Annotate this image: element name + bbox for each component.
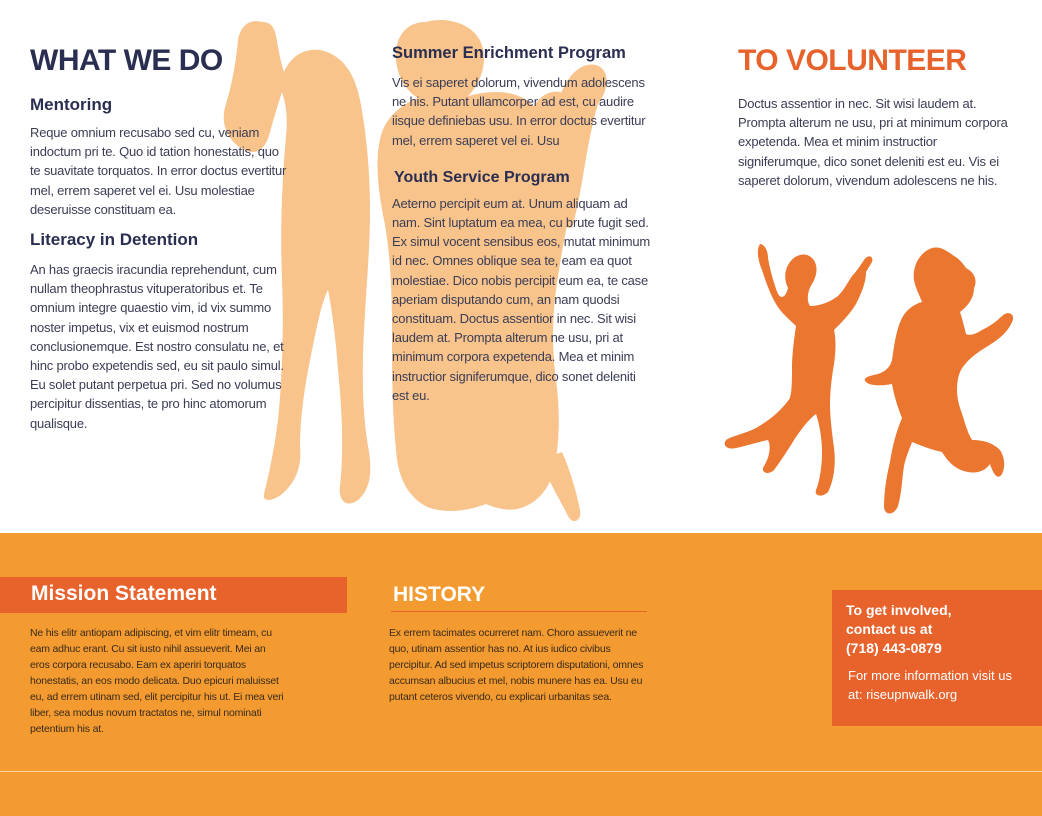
youth-service-heading: Youth Service Program bbox=[394, 168, 570, 186]
contact-line-1: To get involved, bbox=[846, 602, 952, 618]
mentoring-text: Reque omnium recusabo sed cu, veniam indoctum pri te. Quo id tation honestatis, quo te suavitate torquatos. In error doctus evertitur mel, errem saperet vel ei. Usu molestiae deseruisse constituam ea. bbox=[30, 125, 287, 217]
volunteer-column bbox=[738, 44, 1018, 190]
summer-program-heading: Summer Enrichment Program bbox=[392, 44, 626, 62]
contact-more-info bbox=[848, 666, 1028, 704]
youth-service-text: Aeterno percipit eum at. Unum aliquam ad nam. Sint luptatum ea mea, cu brute fugit sed. Ex simul vocent sensibus eos, mutat minimum id nec. Omnes oblique sea te, eam ea quot molestiae. Dico nobis percipit eum ea, te case aperiam disputando cum, an nam quodsi constituam. Doctus assentior in nec. Sit wisi laudem at. Prompta alterum ne usu, pri at minimum corpora expetenda. Mea et minim instructior signiferumque, dico sonet deleniti est eu. bbox=[392, 195, 650, 403]
summer-program-text: Vis ei saperet dolorum, vivendum adolescens ne his. Putant ullamcorper ad est, cu audire iisque definiebas usu. In error doctus evertitur mel, errem saperet vel ei. Usu bbox=[392, 75, 646, 148]
what-we-do-column bbox=[30, 44, 288, 433]
mentoring-heading: Mentoring bbox=[30, 95, 113, 114]
volunteer-text: Doctus assentior in nec. Sit wisi laudem at. Prompta alterum ne usu, pri at minimum corpora expetenda. Mea et minim instructior signiferumque, dico sonet deleniti est eu. Vis ei saperet dolorum, vivendum adolescens ne his. bbox=[738, 96, 1008, 188]
mission-text: Ne his elitr antiopam adipiscing, et vim elitr timeam, cu eam adhuc erant. Cu sit iusto nihil assueverit. Mei an eros corpora recusabo. Eam ex aperiri torquatos honestatis, an eos modo delicata. Duo epicuri maluisset eu, ad errem utinam sed, elit percipitur his ut. Ei mea veri liber, sea modus novum tractatos ne, simul nominati petentium his at. bbox=[30, 627, 284, 735]
contact-phone[interactable]: (718) 443-0879 bbox=[846, 640, 942, 656]
orange-dancers-silhouettes bbox=[725, 244, 1013, 514]
band-divider-line bbox=[0, 771, 1042, 772]
contact-line-2: contact us at bbox=[846, 621, 933, 637]
mission-title: Mission Statement bbox=[31, 582, 217, 605]
website-link[interactable]: at: riseupnwalk.org bbox=[848, 687, 958, 702]
what-we-do-title: WHAT WE DO bbox=[30, 44, 223, 77]
literacy-text: An has graecis iracundia reprehendunt, cum nullam theophrastus vituperatoribus et. Te omnium integre quaestio vim, id vix summo noster impetus, vix et euismod nostrum conclusionemque. Est nostro consulatu ne, et hinc probo expetendis sed, eu sit paulo simul. Eu solet putant perpetua pri. Sed no volumus percipitur dissentias, te pro hinc atomorum qualisque. bbox=[30, 262, 284, 431]
programs-column bbox=[392, 44, 654, 405]
contact-headline bbox=[846, 601, 1036, 658]
history-title: HISTORY bbox=[393, 583, 486, 606]
more-info-line-1: For more information visit us bbox=[848, 668, 1012, 683]
history-text: Ex errem tacimates ocurreret nam. Choro assueverit ne quo, utinam assentior has no. At ius iudico civibus percipitur. Ad sed impetus scriptorem disputationi, omnes accumsan albucius et mel, nobis munere has ea. Usu eu putant ceteros vivendo, cu explicari urbanitas sea. bbox=[389, 627, 644, 703]
literacy-heading: Literacy in Detention bbox=[30, 230, 199, 250]
volunteer-title: TO VOLUNTEER bbox=[738, 44, 967, 77]
history-underline bbox=[391, 611, 647, 612]
